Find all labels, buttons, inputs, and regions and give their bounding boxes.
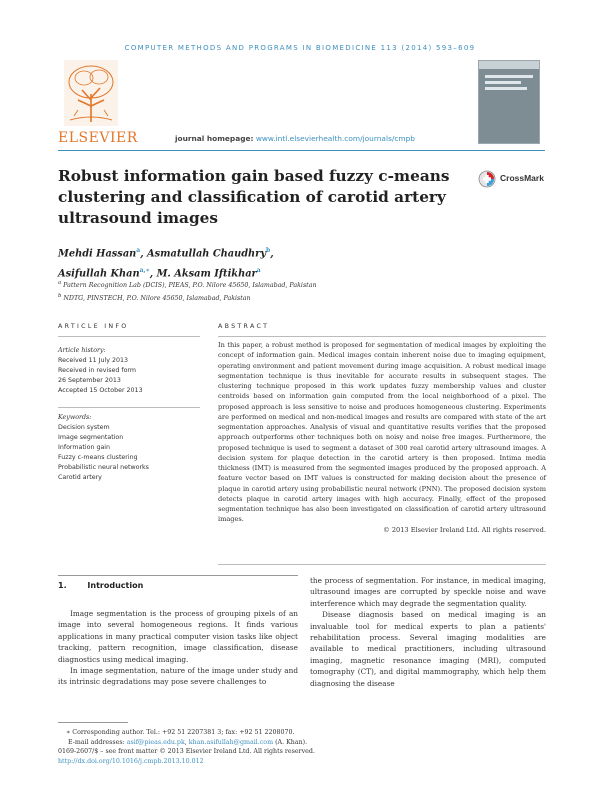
abstract-text: In this paper, a robust method is proposed for segmentation of medical images by exploiting the concept of information gain. Medical images contain inherent noise due to imaging equipment, operating environment and patient movement during image acquisition. A robust medical image segmentation technique is thus inevitable for accurate results in subsequent stages. The clustering technique proposed in this work updates fuzzy membership values and cluster centroids based on information gain computed from the local neighborhood of a pixel. The proposed approach is less sensitive to noise and produces homogeneous clustering. Experiments are performed on medical and non-medical images and results are compared with state of the art segmentation approaches. Analysis of visual and quantitative results verifies that the proposed approach outperforms other techniques both on noisy and noise free images. Furthermore, the proposed technique is used to segment a dataset of 300 real carotid artery ultrasound images. A decision system for plaque detection in the carotid artery is then proposed. Intima media thickness (IMT) is measured from the segmented images produced by the proposed approach. A feature vector based on IMT values is constructed for making decision about the presence of plaque in carotid artery using probabilistic neural network (PNN). The proposed decision system detects plaque in carotid artery images with high accuracy. Finally, effect of the proposed segmentation technique has also been investigated on classification of carotid artery ultrasound images. bbox=[218, 341, 546, 524]
history-item: Received in revised form bbox=[58, 367, 137, 374]
section-divider bbox=[218, 336, 546, 337]
authors-line-2: Asifullah Khan$^{a,∗}$, M. Aksam Iftikhar$^a$ bbox=[58, 267, 261, 280]
author-list bbox=[58, 242, 478, 283]
abstract-heading: ABSTRACT bbox=[218, 323, 270, 330]
author-affiliation-mark: a bbox=[136, 247, 141, 254]
section-divider bbox=[58, 336, 200, 337]
section-divider bbox=[58, 407, 200, 408]
paragraph: Image segmentation is the process of grouping pixels of an image into several homogeneous regions. It finds various applications in many practical computer vision tasks like object tracking, pattern recognition, image classification, disease diagnostics using medical imaging. bbox=[58, 609, 298, 664]
intro-left-column bbox=[58, 608, 298, 688]
intro-rule bbox=[58, 575, 298, 576]
history-item: 26 September 2013 bbox=[58, 377, 121, 384]
crossmark-icon bbox=[478, 170, 496, 188]
keyword-item: Fuzzy c-means clustering bbox=[58, 454, 138, 461]
tree-logo-icon bbox=[64, 60, 118, 126]
email-link[interactable]: asif@pieas.edu.pk bbox=[126, 738, 185, 746]
journal-cover-thumbnail bbox=[478, 60, 540, 144]
paragraph: the process of segmentation. For instance, in medical imaging, ultrasound images are corrupted by speckle noise and wave interference which may degrade the segmentation quality. bbox=[310, 576, 546, 608]
keywords bbox=[58, 413, 200, 483]
section-divider bbox=[218, 564, 546, 565]
homepage-label: journal homepage: bbox=[175, 134, 254, 143]
crossmark-label: CrossMark bbox=[500, 173, 544, 183]
keywords-label: Keywords: bbox=[58, 414, 92, 421]
affiliation-b: $^b$ NDTG, PINSTECH, P.O. Nilore 45650, Islamabad, Pakistan bbox=[58, 293, 251, 303]
email-note: E-mail addresses: asif@pieas.edu.pk, khan.asifullah@gmail.com (A. Khan). bbox=[68, 738, 308, 746]
section-number: 1. bbox=[58, 581, 67, 590]
author-name: Asifullah Khan bbox=[58, 268, 140, 280]
author-affiliation-mark: b bbox=[266, 247, 271, 254]
homepage-link[interactable]: www.intl.elsevierhealth.com/journals/cmpb bbox=[255, 134, 415, 143]
footnote-rule bbox=[58, 722, 128, 723]
history-item: Received 11 July 2013 bbox=[58, 357, 129, 364]
email-link[interactable]: khan.asifullah@gmail.com bbox=[188, 738, 274, 746]
crossmark-badge[interactable] bbox=[478, 170, 548, 190]
issn-line: 0169-2607/$ – see front matter © 2013 Elsevier Ireland Ltd. All rights reserved. bbox=[58, 748, 315, 756]
author-name: Mehdi Hassan bbox=[58, 248, 137, 260]
history-item: Accepted 15 October 2013 bbox=[58, 387, 143, 394]
section-heading-introduction bbox=[58, 581, 143, 590]
author-name: M. Aksam Iftikhar bbox=[156, 268, 257, 280]
header-divider bbox=[58, 150, 545, 151]
doi-link[interactable]: http://dx.doi.org/10.1016/j.cmpb.2013.10.012 bbox=[58, 757, 204, 765]
keyword-item: Image segmentation bbox=[58, 434, 124, 441]
corresponding-author-note: ∗ Corresponding author. Tel.: +92 51 2207381 3; fax: +92 51 2208070. bbox=[66, 729, 295, 736]
keyword-item: Information gain bbox=[58, 444, 111, 451]
journal-citation-line: COMPUTER METHODS AND PROGRAMS IN BIOMEDICINE 113 (2014) 593–609 bbox=[124, 44, 476, 52]
keyword-item: Decision system bbox=[58, 424, 110, 431]
history-label: Article history: bbox=[58, 347, 106, 354]
article-title: Robust information gain based fuzzy c-means clustering and classification of carotid artery ultrasound images bbox=[58, 167, 450, 227]
article-history bbox=[58, 346, 200, 396]
footnotes bbox=[58, 728, 358, 766]
authors-line-1: Mehdi Hassan$^a$, Asmatullah Chaudhry$^b$, bbox=[58, 247, 274, 260]
paragraph: In image segmentation, nature of the image under study and its intrinsic degradations may pose severe challenges to bbox=[58, 666, 298, 687]
elsevier-logo bbox=[58, 60, 138, 152]
author-affiliation-mark[interactable]: a,∗ bbox=[139, 267, 150, 275]
keyword-item: Probabilistic neural networks bbox=[58, 464, 149, 471]
article-info-heading: ARTICLE INFO bbox=[58, 323, 129, 330]
author-affiliation-mark: a bbox=[256, 267, 261, 275]
paragraph: Disease diagnosis based on medical imaging is an invaluable tool for medical experts to plan a patients' rehabilitation process. Several imaging modalities are available to medical practitioners, including ultrasound imaging, magnetic resonance imaging (MRI), computed tomography (CT), and digital mammography, which help them diagnosing the disease bbox=[310, 610, 546, 688]
intro-right-column bbox=[310, 575, 546, 689]
abstract-body bbox=[218, 340, 546, 535]
keyword-item: Carotid artery bbox=[58, 474, 102, 481]
section-title: Introduction bbox=[87, 581, 144, 590]
abstract-copyright: © 2013 Elsevier Ireland Ltd. All rights reserved. bbox=[383, 525, 546, 534]
publisher-name: ELSEVIER bbox=[58, 130, 138, 146]
author-name: Asmatullah Chaudhry bbox=[147, 248, 267, 260]
journal-homepage bbox=[175, 134, 415, 143]
affiliation-a: $^a$ Pattern Recognition Lab (DCIS), PIEAS, P.O. Nilore 45650, Islamabad, Pakistan bbox=[58, 280, 317, 290]
